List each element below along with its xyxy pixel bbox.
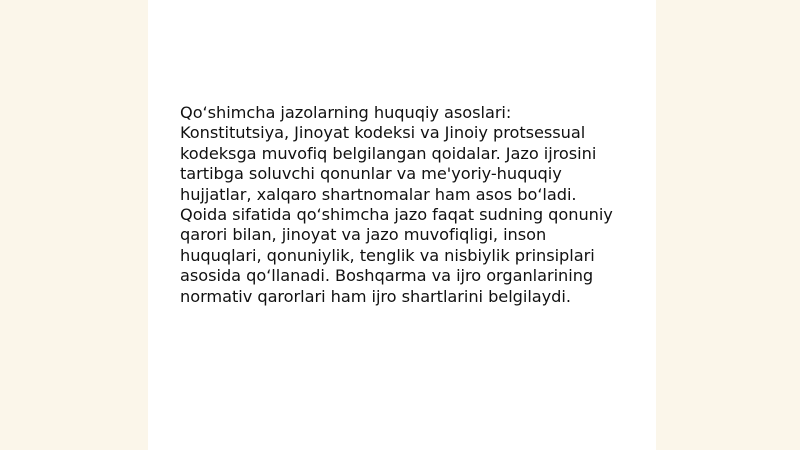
document-heading: Qo‘shimcha jazolarning huquqiy asoslari: [180,103,512,122]
document-page [148,0,656,450]
left-margin [0,0,148,450]
document-text-block [180,103,650,307]
document-body: Konstitutsiya, Jinoyat kodeksi va Jinoiy protsessual kodeksga muvofiq belgilangan qoidalar. Jazo ijrosini tartibga soluvchi qonunlar va me'yoriy-huquqiy hujjatlar, xalqaro shartnomalar ham asos bo‘ladi. Qoida sifatida qo‘shimcha jazo faqat sudning qonuniy qarori bilan, jinoyat va jazo muvofiqligi, inson huquqlari, qonuniylik, tenglik va nisbiylik prinsiplari asosida qo‘llanadi. Boshqarma va ijro organlarining normativ qarorlari ham ijro shartlarini belgilaydi. [180,123,613,306]
right-margin [656,0,800,450]
